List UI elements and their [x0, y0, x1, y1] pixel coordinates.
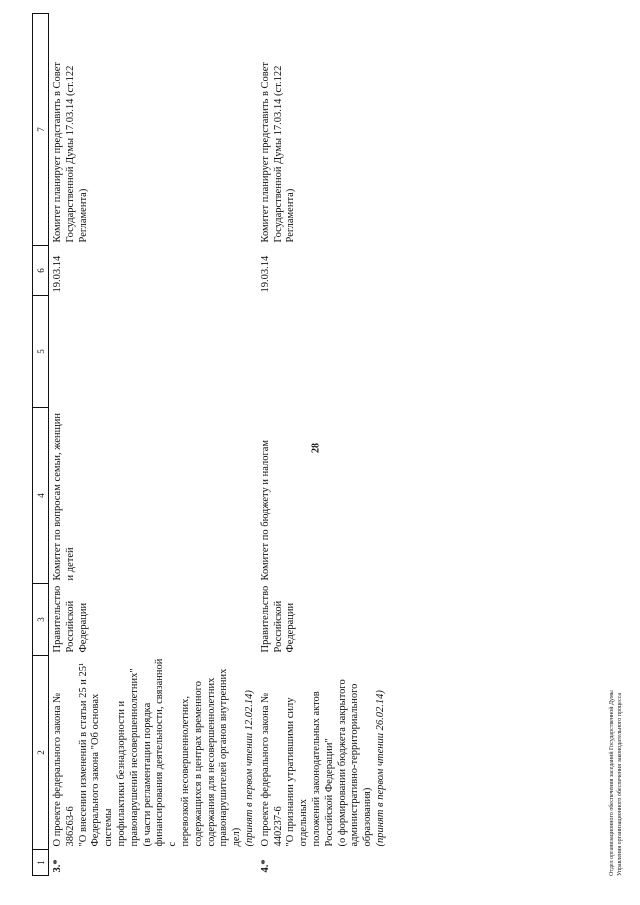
header-col-5: 5: [33, 296, 49, 408]
header-col-4: 4: [33, 408, 49, 584]
adoption-note: (принят в первом чтении 12.02.14): [243, 690, 255, 847]
note-cell: Комитет планирует представить в Совет Государственной Думы 17.03.14 (ст.122 Регламента): [259, 62, 297, 243]
table-row: [49, 14, 257, 876]
row-number: 3.*: [52, 859, 63, 873]
adoption-note: (принят в первом чтении 26.02.14): [374, 690, 386, 847]
draft-law-cell: [257, 656, 388, 850]
draft-law-cell: [49, 656, 257, 850]
header-col-7: 7: [33, 14, 49, 246]
committee-cell: Комитет по вопросам семьи, женщин и детей: [52, 413, 76, 581]
header-col-2: 2: [33, 656, 49, 850]
header-col-6: 6: [33, 246, 49, 296]
agenda-table: [32, 13, 388, 876]
row-number: 4.*: [259, 859, 271, 873]
author-cell: Правительство Российской Федерации: [52, 585, 89, 653]
draft-law-title: О проекте федерального закона № 440237-6 "О признании утратившими силу отдельных положений законодательных актов Российской Федерации" (о формировании бюджета закрытого административно-территориального образования): [259, 679, 374, 847]
page-number: 28: [310, 443, 322, 453]
footer: [608, 576, 624, 876]
header-col-3: 3: [33, 584, 49, 656]
committee-cell: Комитет по бюджету и налогам: [259, 439, 271, 581]
header-row: [33, 14, 49, 876]
footer-line-1: Отдел организационного обеспечения заседаний Государственной Думы: [609, 690, 615, 876]
date-cell: 19.03.14: [52, 255, 63, 293]
date-cell: 19.03.14: [259, 255, 271, 293]
footer-line-2: Управления организационного обеспечения законодательного процесса: [617, 692, 623, 876]
rotated-page-content: [32, 14, 386, 876]
table-row: [257, 14, 388, 876]
note-cell: Комитет планирует представить в Совет Государственной Думы 17.03.14 (ст.122 Регламента): [52, 62, 89, 243]
col5-cell: [257, 296, 388, 408]
author-cell: Правительство Российской Федерации: [259, 585, 297, 653]
header-col-1: 1: [33, 850, 49, 876]
draft-law-title: О проекте федерального закона № 386263-6 "О внесении изменений в статьи 25 и 25¹ Федерального закона "Об основах системы профилактики безнадзорности и правонарушений несовершеннолетних" (в части регламентации порядка финансирования деятельности, связанной с перевозкой несовершеннолетних, содержащихся в центрах временного содержания для несовершеннолетних правонарушителей органов внутренних дел): [52, 658, 243, 847]
col5-cell: [49, 296, 257, 408]
